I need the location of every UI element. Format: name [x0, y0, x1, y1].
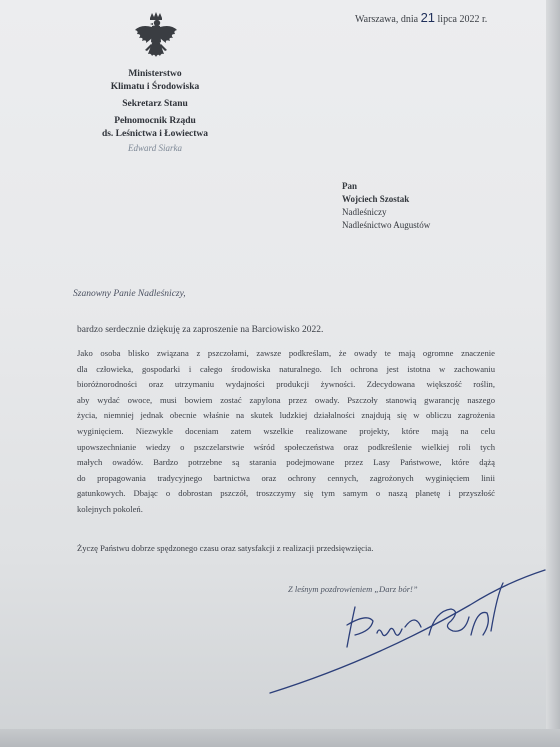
paragraph-line: życia, niemniej jednak obecnie właśnie na skutek ludzkiej działalności znajdują się w obliczu zagrożenia: [77, 410, 495, 421]
paragraph-line: kolejnych pokoleń.: [77, 503, 143, 514]
paragraph-line: do propagowania tradycyjnego bartnictwa oraz ochrony cennych, zagrożonych wyginięciem linii: [77, 472, 495, 483]
paragraph-line: upowszechnianie wiedzy o pszczelarstwie wśród społeczeństwa oraz podkreślenie wielkiej roli tych: [77, 441, 495, 452]
role-line-2: Pełnomocnik Rządu: [114, 116, 196, 126]
closing-line: Z leśnym pozdrowieniem „Darz bór!”: [288, 584, 418, 594]
letter-date: [355, 10, 487, 25]
org-line-2: Klimatu i Środowiska: [110, 82, 200, 92]
sender-name: Edward Siarka: [128, 143, 182, 153]
handwritten-signature: [255, 565, 555, 700]
paragraph-line: małych owadów. Bardzo potrzebne są starania podejmowane przez Lasy Państwowe, które dążą: [77, 457, 495, 468]
recipient-office: Nadleśnictwo Augustów: [342, 220, 431, 230]
paragraph-line: dla człowieka, gospodarki i całego środowiska naturalnego. Ich ochrona jest istotna w zachowaniu: [77, 363, 495, 374]
role-line-3: ds. Leśnictwa i Łowiectwa: [101, 129, 209, 139]
polish-eagle-emblem-icon: [133, 12, 179, 66]
date-suffix: lipca 2022 r.: [437, 14, 488, 25]
recipient-title: Pan: [342, 181, 358, 191]
date-prefix: Warszawa, dnia: [355, 14, 419, 25]
recipient-name: Wojciech Szostak: [342, 194, 410, 204]
paragraph-line: wyginięciem. Niezwykle doceniam zatem wszelkie realizowane projekty, które mają na celu: [77, 425, 495, 436]
date-day: 21: [420, 10, 436, 25]
recipient-position: Nadleśniczy: [342, 207, 387, 217]
sender-block: [80, 68, 230, 141]
paragraph-line: Jako osoba blisko związana z pszczołami, zawsze podkreślam, że owady te mają ogromne znaczenie: [77, 348, 495, 358]
paragraph-line: gatunkowych. Dbając o dobrostan pszczół, troszczymy się tym samym o naszą planetę i przyszłość: [77, 488, 495, 499]
role-line-1: Sekretarz Stanu: [122, 99, 188, 109]
salutation: Szanowny Panie Nadleśniczy,: [73, 289, 186, 299]
body-paragraph-1: [77, 346, 495, 518]
paragraph-line: Życzę Państwu dobrze spędzonego czasu oraz satysfakcji z realizacji przedsięwzięcia.: [77, 543, 374, 553]
recipient-block: [342, 180, 430, 232]
thanks-line: bardzo serdecznie dziękuję za zaproszenie na Barciowisko 2022.: [77, 325, 324, 335]
paragraph-line: aby wydać owoce, musi bowiem zostać zapylona przez owady. Pszczoły stanowią gwarancję naszego: [77, 394, 495, 405]
body-paragraph-2: [77, 541, 373, 557]
page-bottom-shadow: [0, 729, 560, 747]
org-line-1: Ministerstwo: [128, 69, 182, 79]
paragraph-line: bioróżnorodności oraz utrzymaniu wydajności produkcji żywności. Zdecydowana większość roślin,: [77, 379, 495, 390]
